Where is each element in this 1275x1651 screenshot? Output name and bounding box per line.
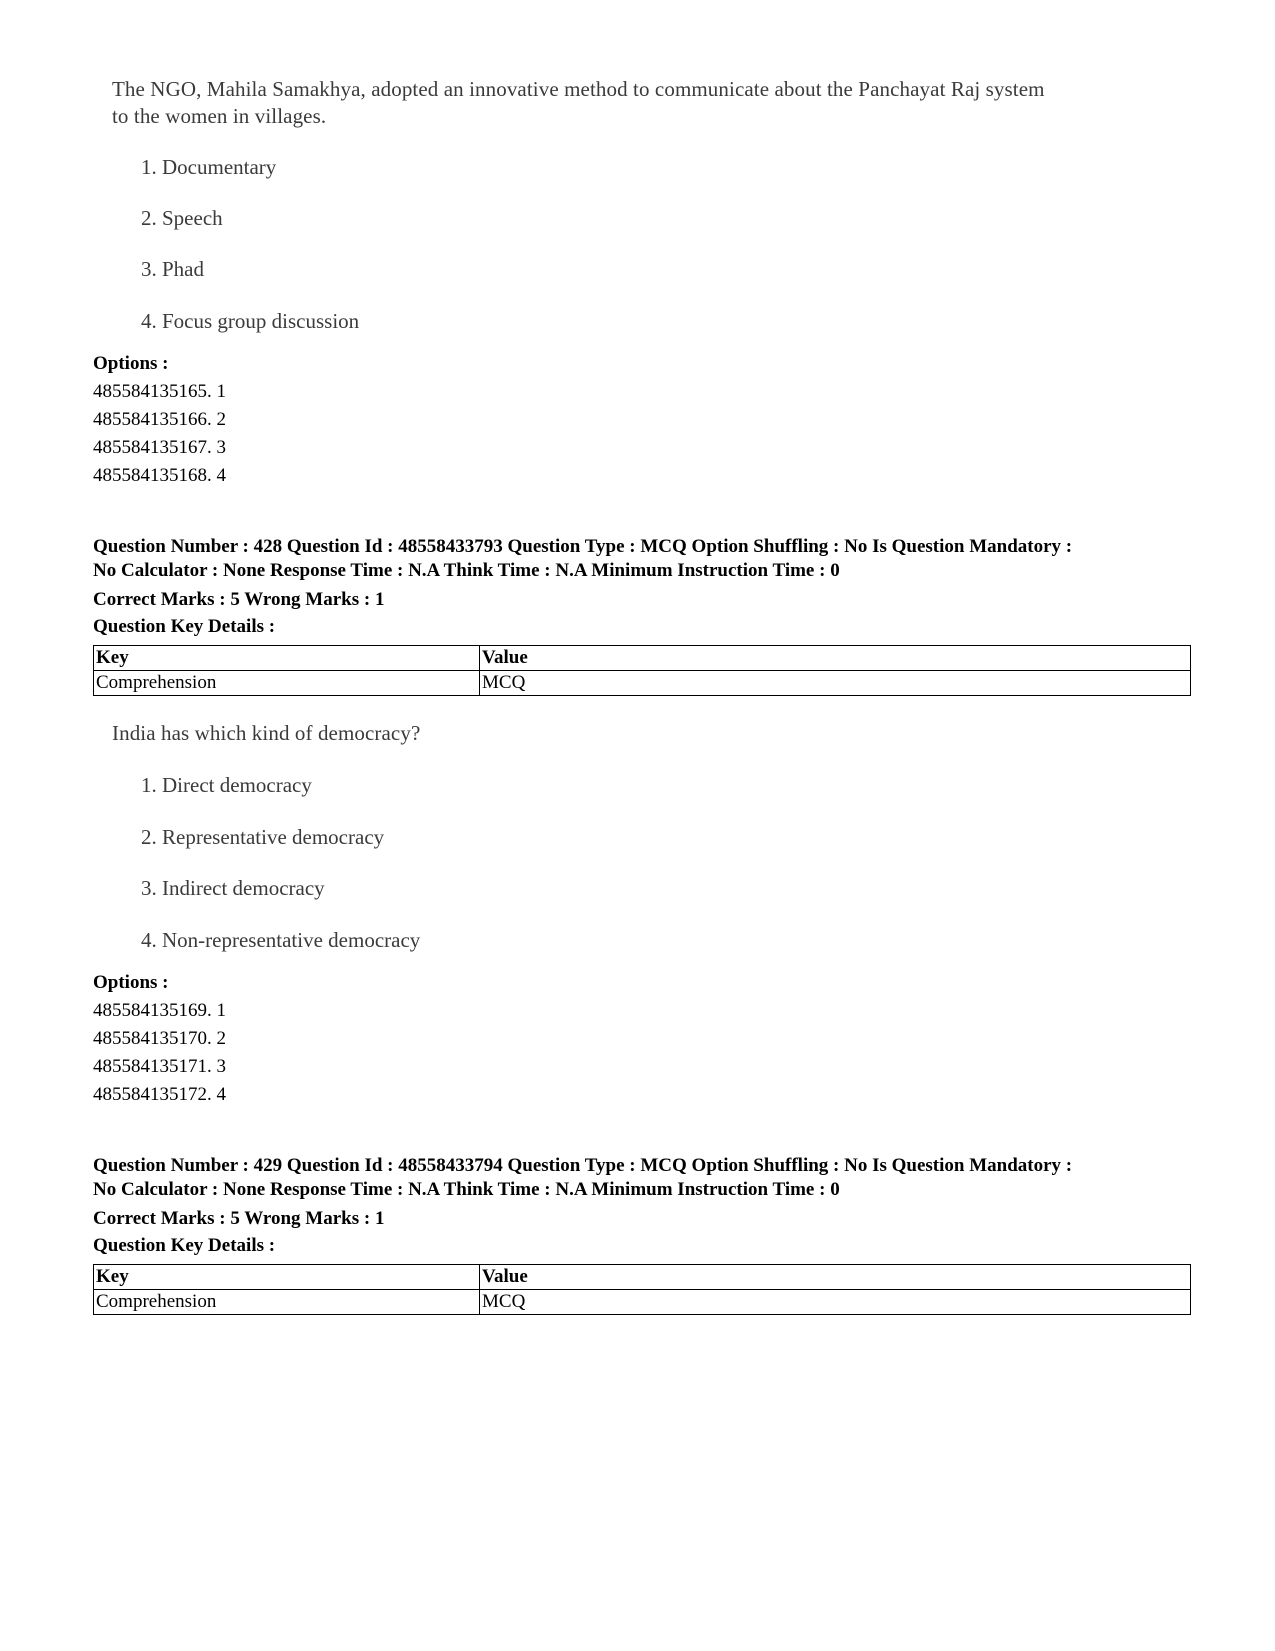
question-427-stem-line-2: to the women in villages. (112, 104, 327, 128)
question-428-option-2: 485584135170. 2 (93, 1028, 226, 1049)
question-428-key-table (93, 645, 1191, 696)
question-428-meta (93, 535, 1072, 583)
question-427-option-3: 485584135167. 3 (93, 437, 226, 458)
question-428-key-details-label: Question Key Details : (93, 616, 276, 637)
question-427-choice-2: 2. Speech (141, 206, 223, 230)
table-header-key: Key (94, 1265, 480, 1290)
table-cell-value: MCQ (480, 1290, 1191, 1315)
table-header-key: Key (94, 646, 480, 671)
table-header-row (94, 646, 1191, 671)
question-428-options-label: Options : (93, 972, 169, 993)
table-row (94, 1290, 1191, 1315)
question-429-key-table (93, 1264, 1191, 1315)
question-427-options-label: Options : (93, 353, 169, 374)
question-428-option-3: 485584135171. 3 (93, 1056, 226, 1077)
question-427-choice-1: 1. Documentary (141, 155, 277, 179)
question-427-option-4: 485584135168. 4 (93, 465, 226, 486)
question-428-choice-1: 1. Direct democracy (141, 773, 312, 797)
question-429-key-details-label: Question Key Details : (93, 1235, 276, 1256)
question-429-meta (93, 1154, 1072, 1202)
table-header-value: Value (480, 1265, 1191, 1290)
question-428-stem: India has which kind of democracy? (112, 721, 421, 745)
question-428-marks: Correct Marks : 5 Wrong Marks : 1 (93, 589, 385, 610)
question-428-choice-3: 3. Indirect democracy (141, 876, 325, 900)
table-row (94, 671, 1191, 696)
question-428-choice-2: 2. Representative democracy (141, 825, 385, 849)
question-427-stem-line-1: The NGO, Mahila Samakhya, adopted an innovative method to communicate about the Panchayat Raj system (112, 77, 1045, 101)
table-cell-key: Comprehension (94, 1290, 480, 1315)
table-header-value: Value (480, 646, 1191, 671)
question-429-meta-line-2: No Calculator : None Response Time : N.A Think Time : N.A Minimum Instruction Time : 0 (93, 1179, 840, 1200)
question-428-meta-line-1: Question Number : 428 Question Id : 48558433793 Question Type : MCQ Option Shuffling : No Is Question Mandatory : (93, 536, 1073, 557)
question-427-choice-3: 3. Phad (141, 257, 204, 281)
table-cell-key: Comprehension (94, 671, 480, 696)
question-427-option-2: 485584135166. 2 (93, 409, 226, 430)
question-428-option-4: 485584135172. 4 (93, 1084, 226, 1105)
question-428-option-1: 485584135169. 1 (93, 1000, 226, 1021)
question-428-choice-4: 4. Non-representative democracy (141, 928, 421, 952)
question-427-option-1: 485584135165. 1 (93, 381, 226, 402)
question-429-marks: Correct Marks : 5 Wrong Marks : 1 (93, 1208, 385, 1229)
question-427-stem (112, 76, 1045, 130)
question-427-choice-4: 4. Focus group discussion (141, 309, 360, 333)
question-429-meta-line-1: Question Number : 429 Question Id : 48558433794 Question Type : MCQ Option Shuffling : No Is Question Mandatory : (93, 1155, 1073, 1176)
table-cell-value: MCQ (480, 671, 1191, 696)
question-428-meta-line-2: No Calculator : None Response Time : N.A Think Time : N.A Minimum Instruction Time : 0 (93, 560, 840, 581)
table-header-row (94, 1265, 1191, 1290)
